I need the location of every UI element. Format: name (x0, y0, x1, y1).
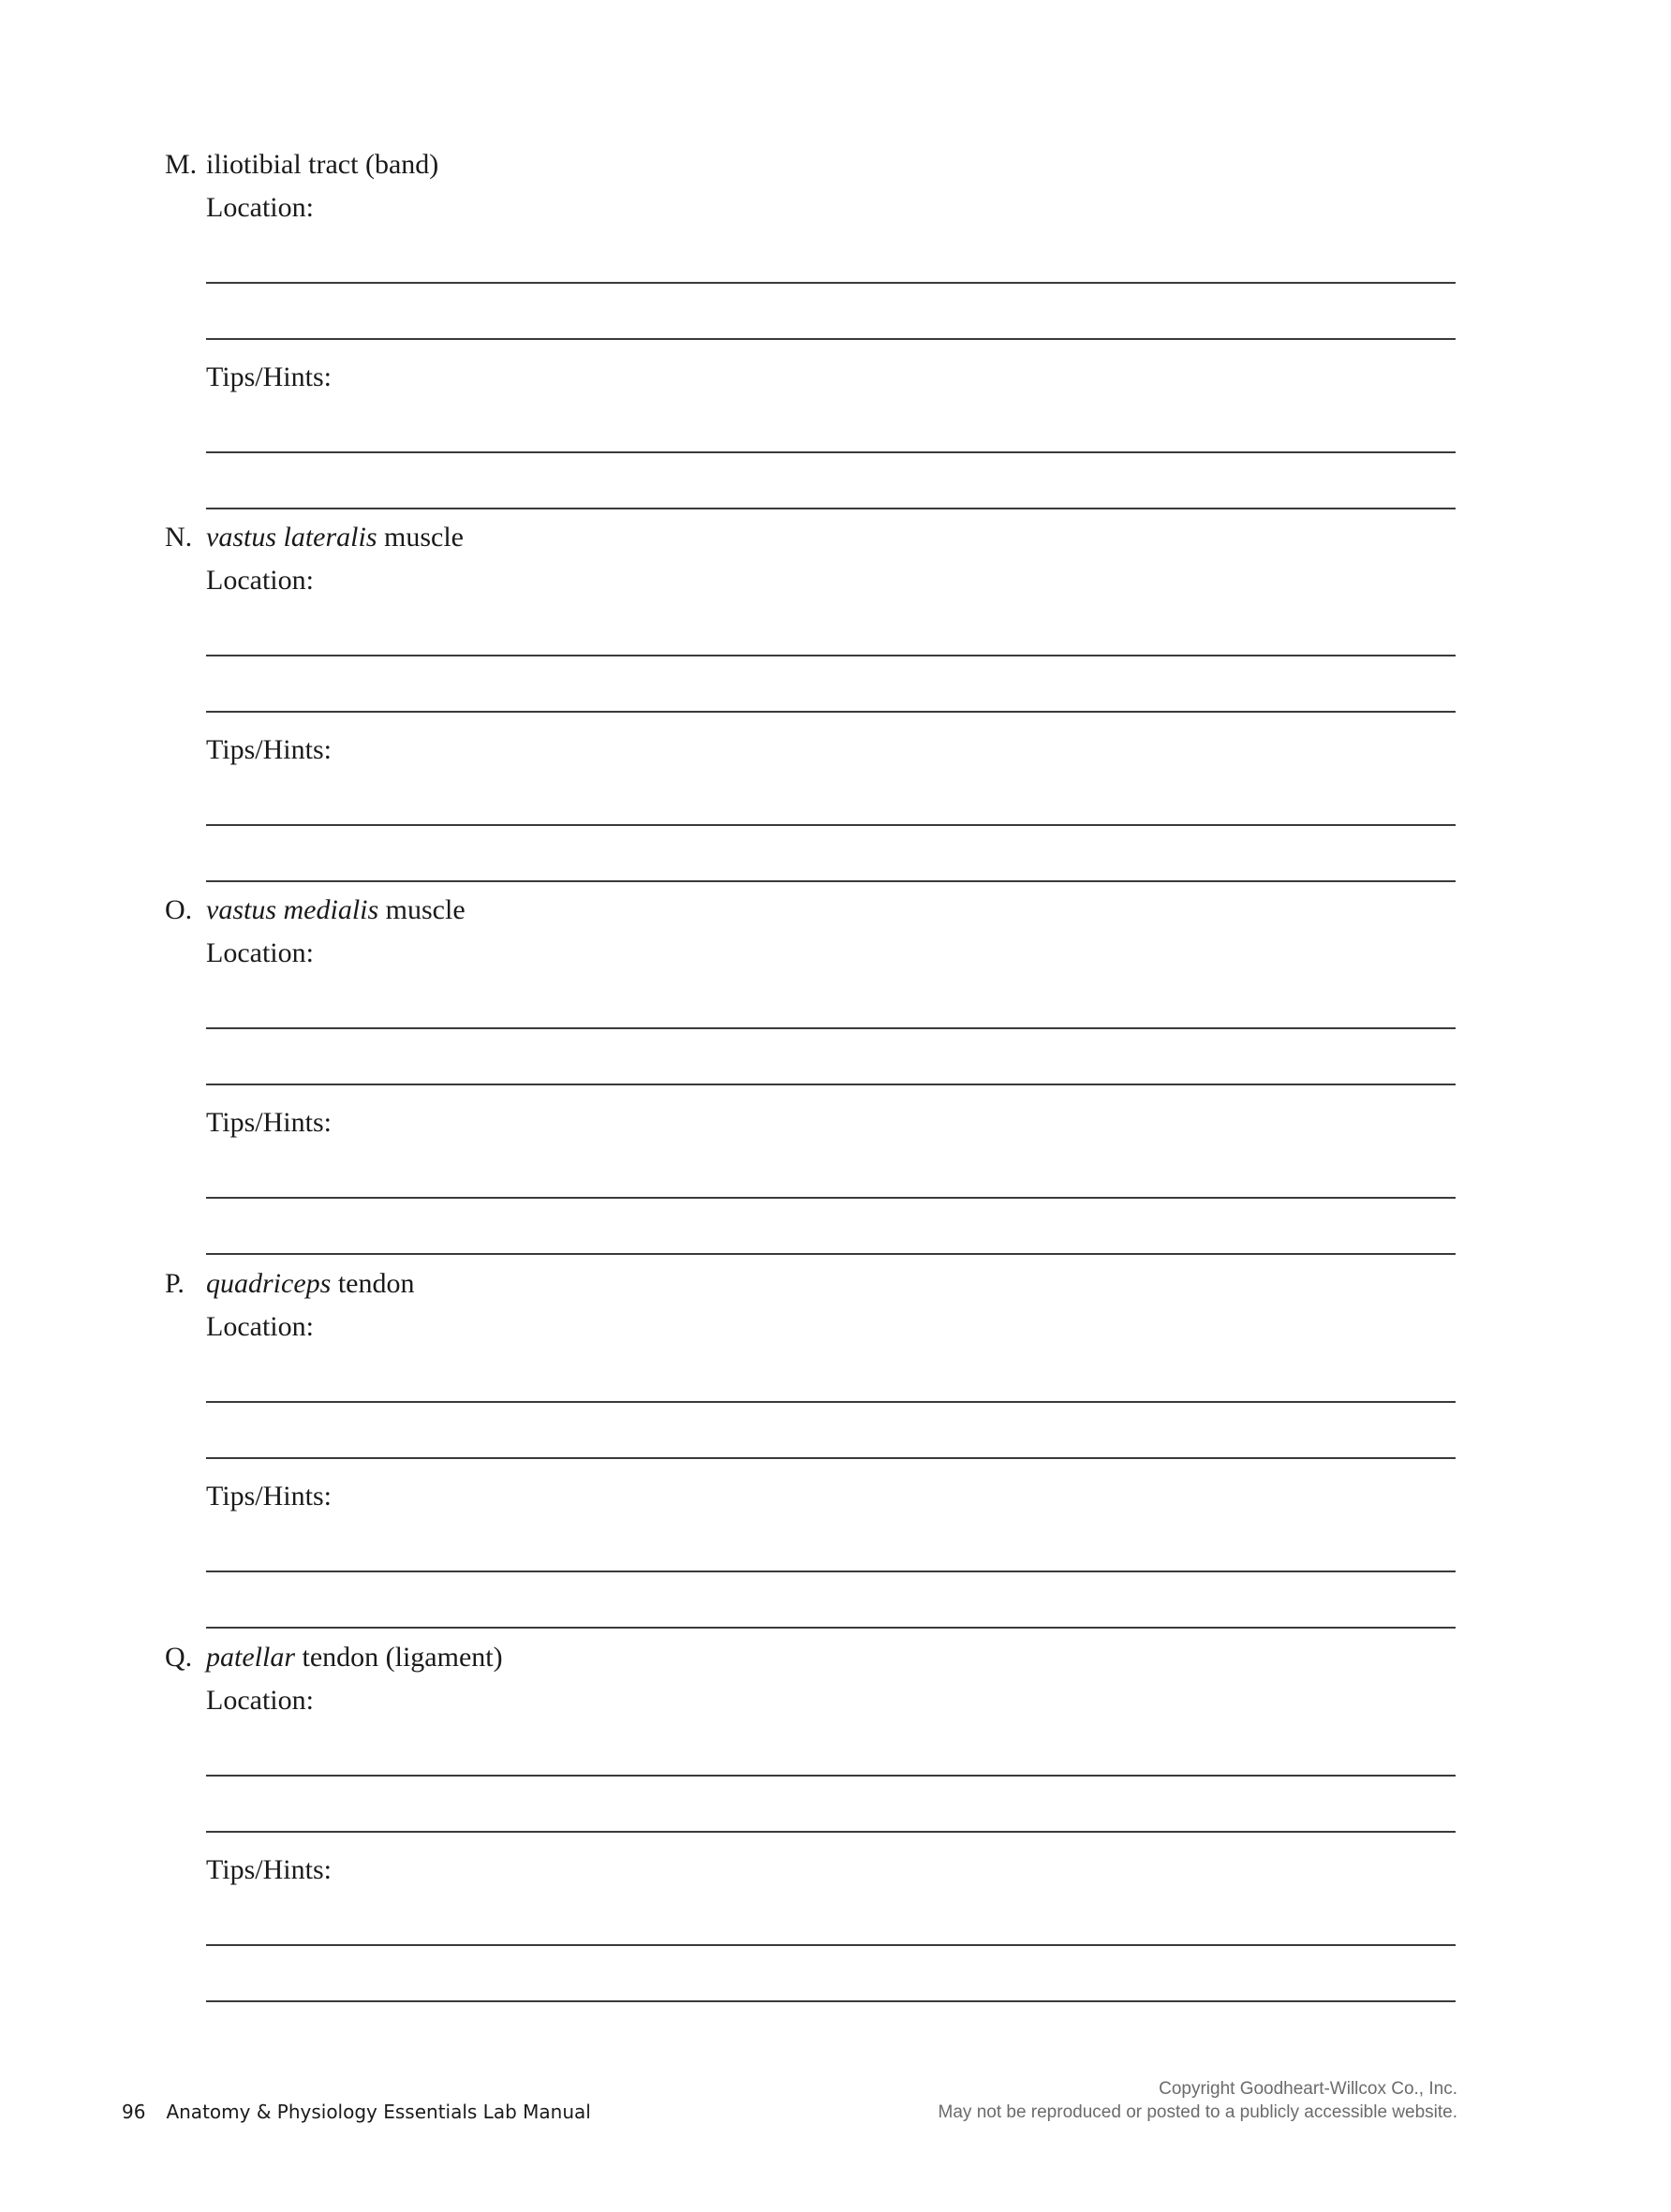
item-o (0, 890, 1671, 1262)
term-text: tendon (331, 1268, 415, 1299)
term-text: tendon (ligament) (295, 1642, 503, 1673)
footer-book-info (122, 2098, 591, 2126)
footer-copyright (939, 2077, 1457, 2124)
term-italic: vastus lateralis (206, 522, 377, 553)
location-label: Location: (206, 192, 314, 223)
tips-answer-line-1[interactable] (206, 1944, 1456, 1946)
item-heading (165, 144, 438, 185)
location-answer-line-1[interactable] (206, 1775, 1456, 1777)
item-heading (165, 1637, 503, 1678)
location-answer-line-2[interactable] (206, 1457, 1456, 1459)
location-answer-line-1[interactable] (206, 1027, 1456, 1029)
location-answer-line-2[interactable] (206, 338, 1456, 340)
tips-answer-line-2[interactable] (206, 1253, 1456, 1255)
location-label: Location: (206, 1685, 314, 1716)
item-letter: M. (165, 149, 198, 180)
term-text: muscle (378, 894, 466, 925)
item-letter: P. (165, 1268, 185, 1299)
copyright-line-2: May not be reproduced or posted to a publicly accessible website. (938, 2102, 1457, 2122)
tips-label: Tips/Hints: (206, 361, 332, 392)
term-italic: vastus medialis (206, 894, 379, 925)
location-answer-line-1[interactable] (206, 1401, 1456, 1403)
tips-answer-line-1[interactable] (206, 451, 1456, 453)
item-q (0, 1637, 1671, 2010)
item-letter: N. (165, 522, 193, 553)
item-n (0, 517, 1671, 890)
location-answer-line-1[interactable] (206, 655, 1456, 656)
tips-label: Tips/Hints: (206, 734, 332, 765)
item-heading (165, 890, 466, 931)
page-number: 96 (122, 2101, 146, 2123)
item-letter: O. (165, 894, 193, 925)
location-answer-line-1[interactable] (206, 282, 1456, 284)
tips-answer-line-2[interactable] (206, 880, 1456, 882)
tips-answer-line-1[interactable] (206, 1197, 1456, 1199)
item-m (0, 144, 1671, 517)
tips-label: Tips/Hints: (206, 1107, 332, 1138)
location-label: Location: (206, 1311, 314, 1342)
term-italic: patellar (206, 1642, 295, 1673)
item-letter: Q. (165, 1642, 193, 1673)
item-heading (165, 1263, 414, 1305)
book-title: Anatomy & Physiology Essentials Lab Manual (166, 2101, 591, 2123)
location-label: Location: (206, 937, 314, 968)
tips-answer-line-1[interactable] (206, 824, 1456, 826)
location-label: Location: (206, 565, 314, 596)
term-text: iliotibial tract (band) (206, 149, 439, 180)
location-answer-line-2[interactable] (206, 1084, 1456, 1085)
term-text: muscle (377, 522, 464, 553)
location-answer-line-2[interactable] (206, 1831, 1456, 1833)
item-heading (165, 517, 464, 558)
copyright-line-1: Copyright Goodheart-Willcox Co., Inc. (1159, 2079, 1457, 2099)
tips-label: Tips/Hints: (206, 1854, 332, 1885)
tips-label: Tips/Hints: (206, 1481, 332, 1512)
location-answer-line-2[interactable] (206, 711, 1456, 713)
tips-answer-line-1[interactable] (206, 1571, 1456, 1572)
term-italic: quadriceps (206, 1268, 332, 1299)
tips-answer-line-2[interactable] (206, 508, 1456, 509)
item-p (0, 1263, 1671, 1636)
tips-answer-line-2[interactable] (206, 2000, 1456, 2002)
tips-answer-line-2[interactable] (206, 1627, 1456, 1629)
